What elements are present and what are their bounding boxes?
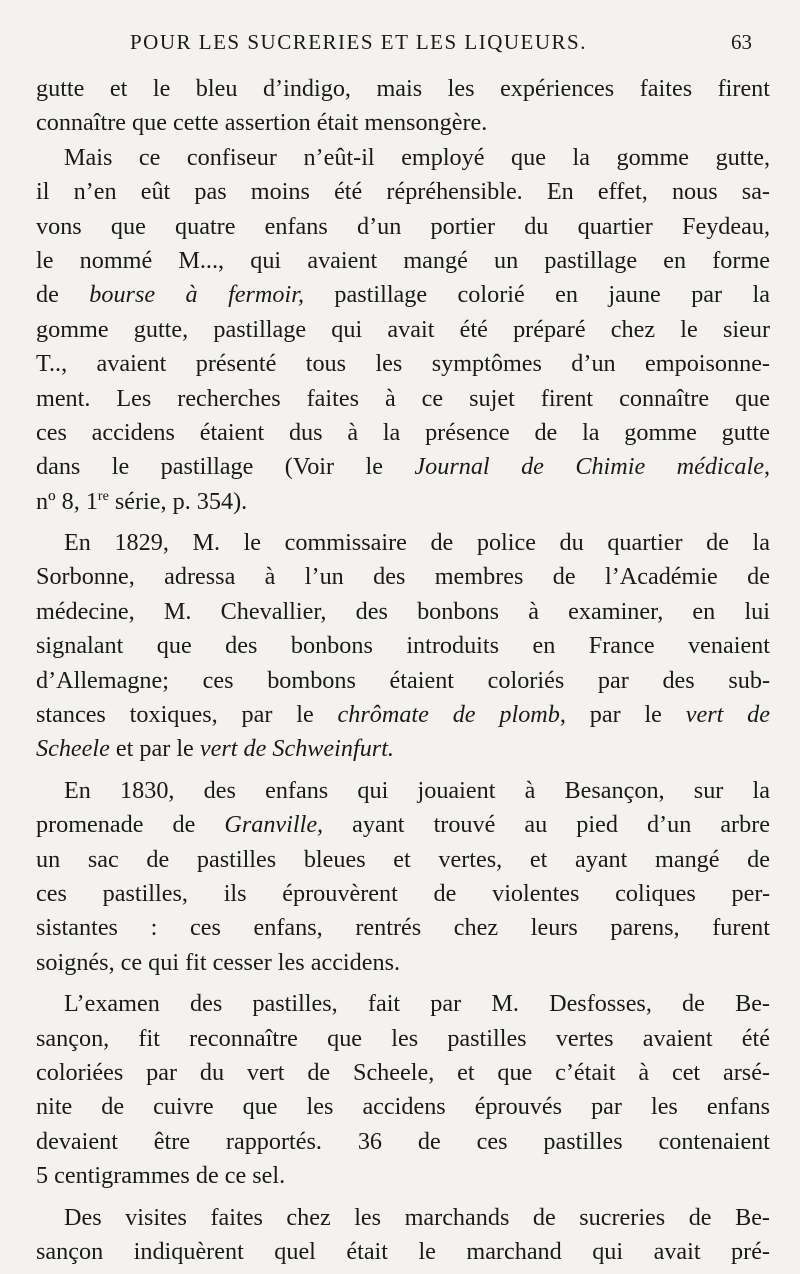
text-line: d’Allemagne; ces bombons étaient coloriés par des sub- bbox=[36, 666, 770, 694]
italic-run: Scheele bbox=[36, 735, 110, 763]
text-line: gomme gutte, pastillage qui avait été préparé chez le sieur bbox=[36, 315, 770, 343]
page-number: 63 bbox=[731, 30, 752, 54]
text-run: dans le pastillage (Voir le bbox=[36, 453, 415, 481]
superscript: re bbox=[97, 488, 109, 504]
text-line: connaître que cette assertion était mensongère. bbox=[36, 109, 488, 137]
text-line: En 1829, M. le commissaire de police du quartier de la bbox=[64, 529, 770, 557]
text-run: de bbox=[36, 281, 90, 309]
text-line: Mais ce confiseur n’eût-il employé que la gomme gutte, bbox=[64, 143, 770, 171]
text-run: série, p. 354). bbox=[108, 487, 248, 515]
text-line: ces pastilles, ils éprouvèrent de violentes coliques per- bbox=[36, 879, 770, 907]
text-line: Des visites faites chez les marchands de sucreries de Be- bbox=[64, 1203, 770, 1231]
italic-run: chrômate de plomb bbox=[337, 701, 560, 729]
text-line: ces accidens étaient dus à la présence de la gomme gutte bbox=[36, 418, 770, 446]
italic-run: bourse à fermoir, bbox=[89, 281, 304, 309]
page-header bbox=[40, 30, 760, 66]
text-run: , par le bbox=[559, 701, 686, 729]
text-run: pastillage colorié en jaune par la bbox=[304, 281, 770, 309]
text-line: sançon indiquèrent quel était le marchand qui avait pré- bbox=[36, 1237, 770, 1265]
text-line: devaient être rapportés. 36 de ces pastilles contenaient bbox=[36, 1127, 770, 1155]
text-line: T.., avaient présenté tous les symptômes d’un empoisonne- bbox=[36, 350, 770, 378]
text-line: il n’en eût pas moins été répréhensible. En effet, nous sa- bbox=[36, 178, 770, 206]
text-run: promenade de bbox=[36, 811, 225, 839]
text-line: signalant que des bonbons introduits en France venaient bbox=[36, 632, 770, 660]
text-line bbox=[36, 698, 770, 732]
italic-run: vert de bbox=[685, 701, 771, 729]
text-line: sistantes : ces enfans, rentrés chez leurs parens, furent bbox=[36, 914, 770, 942]
text-line: nite de cuivre que les accidens éprouvés par les enfans bbox=[36, 1093, 770, 1121]
body-text bbox=[36, 72, 770, 1269]
text-line: coloriées par du vert de Scheele, et que c’était à cet arsé- bbox=[36, 1058, 770, 1086]
text-line bbox=[36, 808, 770, 842]
text-line: En 1830, des enfans qui jouaient à Besançon, sur la bbox=[64, 776, 770, 804]
text-line: 5 centigrammes de ce sel. bbox=[36, 1162, 286, 1190]
text-line bbox=[36, 732, 770, 766]
text-line: médecine, M. Chevallier, des bonbons à examiner, en lui bbox=[36, 597, 770, 625]
text-line: vons que quatre enfans d’un portier du quartier Feydeau, bbox=[36, 212, 770, 240]
text-line: L’examen des pastilles, fait par M. Desfosses, de Be- bbox=[64, 990, 770, 1018]
italic-run: vert de Schweinfurt. bbox=[199, 735, 394, 763]
text-line: Sorbonne, adressa à l’un des membres de l’Académie de bbox=[36, 563, 770, 591]
text-line bbox=[36, 485, 770, 519]
text-line bbox=[36, 278, 770, 312]
text-line: ment. Les recherches faites à ce sujet firent connaître que bbox=[36, 384, 770, 412]
text-run: nº 8, 1 bbox=[36, 487, 98, 515]
italic-run: Granville, bbox=[224, 811, 324, 839]
running-title: POUR LES SUCRERIES ET LES LIQUEURS. bbox=[130, 30, 587, 54]
text-run: stances toxiques, par le bbox=[36, 701, 338, 729]
text-line: soignés, ce qui fit cesser les accidens. bbox=[36, 948, 401, 976]
text-run: et par le bbox=[109, 735, 200, 763]
text-run: , bbox=[763, 453, 770, 481]
text-line: le nommé M..., qui avaient mangé un pastillage en forme bbox=[36, 246, 770, 274]
text-line: un sac de pastilles bleues et vertes, et ayant mangé de bbox=[36, 845, 770, 873]
text-line: gutte et le bleu d’indigo, mais les expériences faites firent bbox=[36, 75, 770, 102]
text-run: ayant trouvé au pied d’un arbre bbox=[323, 811, 770, 839]
text-line bbox=[36, 450, 770, 484]
text-line: sançon, fit reconnaître que les pastilles vertes avaient été bbox=[36, 1024, 770, 1052]
italic-run: Journal de Chimie médicale bbox=[414, 453, 764, 481]
